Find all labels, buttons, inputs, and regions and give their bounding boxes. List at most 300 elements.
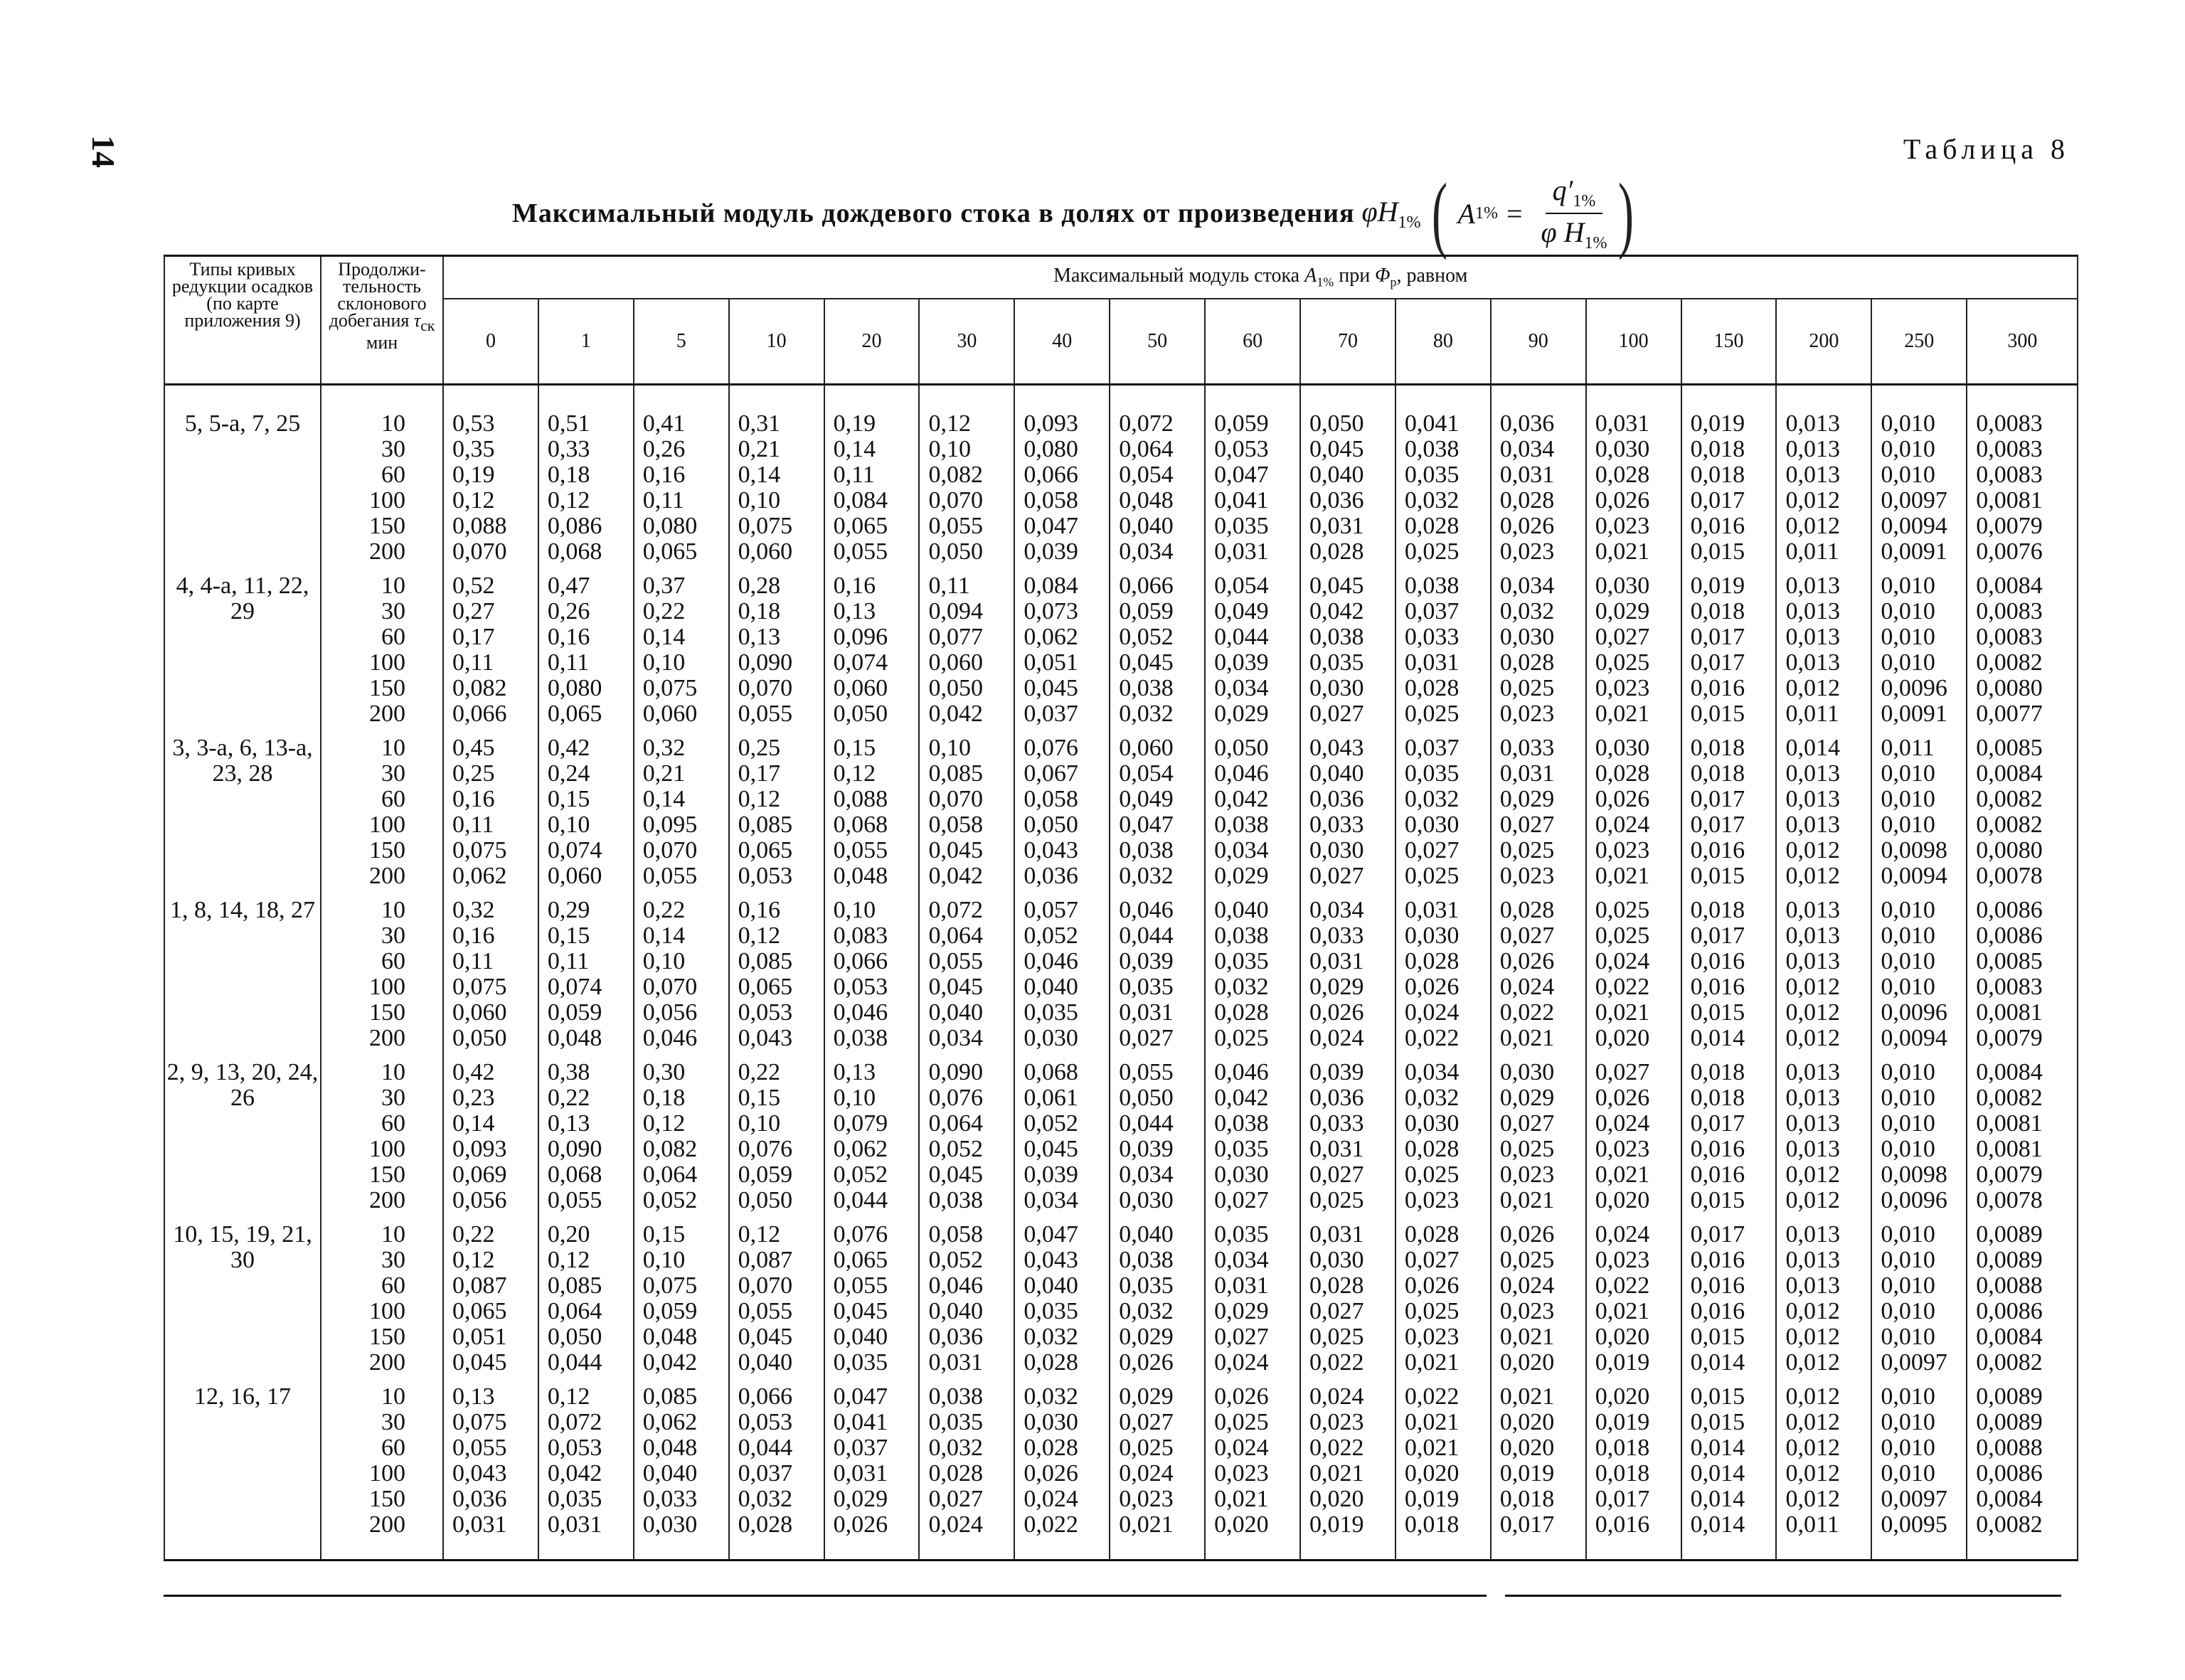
modulus-value: 0,054: [1119, 760, 1174, 787]
modulus-value: 0,017: [1690, 649, 1745, 676]
modulus-value: 0,030: [1404, 923, 1460, 949]
modulus-value: 0,031: [452, 1511, 507, 1538]
modulus-cell: [919, 889, 1014, 1051]
modulus-value: 0,11: [642, 487, 685, 514]
modulus-value: 0,043: [1024, 1247, 1078, 1273]
modulus-value: 0,022: [1404, 1383, 1460, 1410]
modulus-cell: [729, 565, 824, 727]
table-row: [164, 1051, 2078, 1213]
modulus-value: 0,031: [833, 1460, 888, 1487]
modulus-value: 0,010: [1881, 1383, 1935, 1410]
modulus-value: 0,011: [1785, 538, 1839, 565]
modulus-value: 0,065: [833, 513, 888, 539]
duration-value: 100: [369, 1136, 405, 1162]
modulus-value: 0,012: [1785, 487, 1840, 514]
modulus-value: 0,048: [642, 1324, 698, 1350]
duration-value: 150: [369, 1324, 405, 1350]
modulus-cell: [1586, 1213, 1681, 1376]
modulus-value: 0,30: [642, 1059, 686, 1085]
modulus-value: 0,059: [642, 1298, 698, 1324]
modulus-value: 0,012: [1785, 513, 1840, 539]
header-phi-150: 150: [1681, 299, 1777, 385]
modulus-value: 0,12: [928, 410, 971, 437]
modulus-value: 0,020: [1595, 1383, 1650, 1410]
modulus-cell: [443, 1376, 538, 1561]
modulus-value: 0,032: [1499, 598, 1555, 624]
modulus-value: 0,016: [1690, 1247, 1745, 1273]
modulus-value: 0,085: [738, 948, 793, 974]
curve-types-cell: 1, 8, 14, 18, 27: [164, 889, 321, 1051]
modulus-value: 0,023: [1595, 1136, 1650, 1162]
modulus-value: 0,039: [1119, 1136, 1174, 1162]
modulus-value: 0,062: [833, 1136, 888, 1162]
modulus-value: 0,022: [1024, 1511, 1078, 1538]
modulus-value: 0,044: [833, 1187, 888, 1213]
modulus-value: 0,085: [642, 1383, 698, 1410]
modulus-value: 0,043: [1024, 837, 1078, 863]
modulus-value: 0,010: [1881, 573, 1935, 599]
modulus-value: 0,042: [1214, 786, 1269, 812]
modulus-value: 0,053: [738, 863, 793, 889]
modulus-cell: [729, 1213, 824, 1376]
modulus-value: 0,012: [1785, 1025, 1840, 1051]
modulus-value: 0,023: [1499, 538, 1555, 565]
modulus-value: 0,026: [1404, 1272, 1460, 1299]
right-paren: ): [1617, 166, 1634, 260]
modulus-value: 0,048: [547, 1025, 602, 1051]
modulus-value: 0,012: [1785, 1460, 1840, 1487]
modulus-value: 0,47: [547, 573, 590, 599]
modulus-cell: [1205, 1376, 1300, 1561]
modulus-value: 0,010: [1881, 410, 1935, 437]
modulus-value: 0,075: [642, 1272, 698, 1299]
modulus-value: 0,062: [452, 863, 507, 889]
modulus-cell: [1586, 1376, 1681, 1561]
modulus-value: 0,022: [1404, 1025, 1460, 1051]
modulus-value: 0,013: [1785, 1247, 1840, 1273]
modulus-value: 0,093: [1024, 410, 1078, 437]
modulus-value: 0,030: [1595, 573, 1650, 599]
modulus-value: 0,15: [738, 1085, 781, 1111]
modulus-cell: [634, 1213, 729, 1376]
modulus-cell: [1110, 385, 1205, 565]
modulus-value: 0,0084: [1976, 1486, 2043, 1512]
modulus-value: 0,023: [1119, 1486, 1174, 1512]
modulus-value: 0,12: [642, 1110, 686, 1137]
modulus-value: 0,050: [833, 701, 888, 727]
modulus-value: 0,036: [1024, 863, 1078, 889]
modulus-value: 0,035: [1214, 1221, 1269, 1248]
modulus-value: 0,018: [1690, 1059, 1745, 1085]
modulus-value: 0,031: [1214, 538, 1269, 565]
modulus-value: 0,15: [833, 735, 876, 761]
title-formula: A 1% = $\frac{q'_{1\%}}{\varphi H_{1\%}}$: [1457, 174, 1607, 252]
modulus-value: 0,029: [1214, 1298, 1269, 1324]
modulus-value: 0,052: [928, 1136, 983, 1162]
modulus-cell: [1300, 565, 1395, 727]
modulus-value: 0,069: [452, 1161, 507, 1188]
modulus-cell: [1586, 727, 1681, 889]
modulus-value: 0,021: [1499, 1187, 1555, 1213]
modulus-value: 0,025: [1309, 1324, 1364, 1350]
modulus-value: 0,019: [1309, 1511, 1364, 1538]
modulus-value: 0,038: [1214, 923, 1269, 949]
modulus-value: 0,024: [1499, 1272, 1555, 1299]
modulus-value: 0,027: [1119, 1409, 1174, 1435]
modulus-value: 0,029: [1214, 701, 1269, 727]
modulus-cell: [1586, 565, 1681, 727]
duration-value: 100: [369, 487, 405, 514]
modulus-value: 0,058: [928, 1221, 983, 1248]
modulus-cell: [1871, 889, 1967, 1051]
modulus-cell: [1681, 385, 1777, 565]
modulus-value: 0,029: [833, 1486, 888, 1512]
modulus-value: 0,070: [452, 538, 507, 565]
modulus-value: 0,26: [642, 436, 686, 462]
modulus-value: 0,038: [1119, 675, 1174, 701]
modulus-value: 0,032: [1404, 487, 1460, 514]
modulus-value: 0,016: [1690, 1161, 1745, 1188]
modulus-value: 0,082: [642, 1136, 698, 1162]
modulus-value: 0,0098: [1881, 837, 1947, 863]
duration-value: 100: [369, 812, 405, 838]
modulus-value: 0,014: [1785, 735, 1840, 761]
modulus-value: 0,025: [1404, 1298, 1460, 1324]
modulus-cell: [1014, 727, 1110, 889]
modulus-value: 0,013: [1785, 786, 1840, 812]
header-phi-60: 60: [1205, 299, 1300, 385]
modulus-value: 0,080: [1024, 436, 1078, 462]
modulus-value: 0,10: [833, 1085, 876, 1111]
modulus-value: 0,017: [1690, 1110, 1745, 1137]
modulus-value: 0,024: [1404, 999, 1460, 1026]
modulus-value: 0,12: [452, 1247, 495, 1273]
modulus-value: 0,024: [1214, 1349, 1269, 1376]
modulus-value: 0,093: [452, 1136, 507, 1162]
modulus-value: 0,0089: [1976, 1221, 2043, 1248]
curve-types-cell: 4, 4-а, 11, 22, 29: [164, 565, 321, 727]
modulus-value: 0,031: [1404, 649, 1460, 676]
modulus-value: 0,0096: [1881, 675, 1947, 701]
modulus-value: 0,0091: [1881, 538, 1947, 565]
modulus-value: 0,016: [1690, 974, 1745, 1000]
modulus-value: 0,031: [1309, 513, 1364, 539]
duration-value: 10: [381, 1059, 405, 1085]
modulus-value: 0,010: [1881, 812, 1935, 838]
modulus-value: 0,059: [738, 1161, 793, 1188]
page-number: 14: [85, 135, 122, 168]
modulus-value: 0,013: [1785, 1272, 1840, 1299]
modulus-value: 0,075: [452, 1409, 507, 1435]
modulus-value: 0,016: [1690, 513, 1745, 539]
modulus-value: 0,045: [928, 837, 983, 863]
modulus-value: 0,0081: [1976, 999, 2043, 1026]
duration-value: 200: [369, 1187, 405, 1213]
modulus-value: 0,048: [642, 1435, 698, 1461]
modulus-value: 0,22: [452, 1221, 495, 1248]
modulus-value: 0,034: [1214, 675, 1269, 701]
duration-value: 10: [381, 573, 405, 599]
modulus-cell: [1491, 565, 1586, 727]
modulus-value: 0,030: [1024, 1409, 1078, 1435]
modulus-value: 0,042: [547, 1460, 602, 1487]
modulus-value: 0,027: [1404, 1247, 1460, 1273]
modulus-value: 0,023: [1499, 701, 1555, 727]
modulus-value: 0,033: [1309, 923, 1364, 949]
modulus-value: 0,043: [452, 1460, 507, 1487]
table-row: [164, 565, 2078, 727]
modulus-cell: [824, 385, 920, 565]
modulus-value: 0,026: [833, 1511, 888, 1538]
modulus-value: 0,033: [1404, 624, 1460, 650]
modulus-value: 0,021: [1404, 1349, 1460, 1376]
modulus-cell: [824, 1376, 920, 1561]
modulus-value: 0,26: [547, 598, 590, 624]
modulus-value: 0,019: [1404, 1486, 1460, 1512]
modulus-value: 0,040: [738, 1349, 793, 1376]
modulus-value: 0,022: [1309, 1435, 1364, 1461]
bottom-rule-right: [1505, 1595, 2061, 1597]
modulus-value: 0,017: [1690, 786, 1745, 812]
modulus-value: 0,023: [1404, 1324, 1460, 1350]
duration-value: 10: [381, 410, 405, 437]
modulus-value: 0,12: [547, 1247, 590, 1273]
modulus-value: 0,035: [928, 1409, 983, 1435]
modulus-value: 0,018: [1595, 1460, 1650, 1487]
modulus-value: 0,0095: [1881, 1511, 1947, 1538]
modulus-value: 0,038: [1404, 436, 1460, 462]
modulus-value: 0,055: [738, 1298, 793, 1324]
modulus-value: 0,11: [452, 948, 494, 974]
duration-value: 10: [381, 897, 405, 923]
modulus-value: 0,064: [642, 1161, 698, 1188]
modulus-value: 0,15: [642, 1221, 686, 1248]
modulus-value: 0,012: [1785, 1486, 1840, 1512]
modulus-value: 0,068: [547, 538, 602, 565]
modulus-value: 0,034: [1214, 1247, 1269, 1273]
modulus-value: 0,021: [1214, 1486, 1269, 1512]
modulus-value: 0,034: [928, 1025, 983, 1051]
modulus-value: 0,052: [833, 1161, 888, 1188]
modulus-value: 0,034: [1024, 1187, 1078, 1213]
modulus-value: 0,028: [1404, 948, 1460, 974]
modulus-value: 0,060: [642, 701, 698, 727]
modulus-value: 0,22: [642, 598, 686, 624]
modulus-value: 0,045: [833, 1298, 888, 1324]
modulus-value: 0,028: [928, 1460, 983, 1487]
modulus-value: 0,013: [1785, 573, 1840, 599]
modulus-value: 0,010: [1881, 598, 1935, 624]
modulus-value: 0,076: [833, 1221, 888, 1248]
duration-value: 200: [369, 1025, 405, 1051]
modulus-value: 0,041: [1214, 487, 1269, 514]
modulus-value: 0,034: [1404, 1059, 1460, 1085]
modulus-value: 0,10: [642, 649, 686, 676]
modulus-cell: [1300, 1213, 1395, 1376]
modulus-value: 0,018: [1499, 1486, 1555, 1512]
modulus-value: 0,013: [1785, 923, 1840, 949]
modulus-value: 0,11: [547, 649, 590, 676]
modulus-value: 0,0094: [1881, 1025, 1947, 1051]
duration-value: 10: [381, 1221, 405, 1248]
modulus-value: 0,0097: [1881, 1349, 1947, 1376]
modulus-value: 0,020: [1499, 1349, 1555, 1376]
modulus-value: 0,10: [833, 897, 876, 923]
modulus-cell: [1300, 1051, 1395, 1213]
modulus-cell: [1871, 1051, 1967, 1213]
modulus-value: 0,0081: [1976, 1110, 2043, 1137]
modulus-value: 0,040: [1119, 513, 1174, 539]
modulus-value: 0,020: [1214, 1511, 1269, 1538]
header-phi-30: 30: [919, 299, 1014, 385]
modulus-value: 0,044: [1119, 923, 1174, 949]
modulus-value: 0,043: [738, 1025, 793, 1051]
modulus-value: 0,086: [547, 513, 602, 539]
modulus-value: 0,018: [1404, 1511, 1460, 1538]
modulus-value: 0,040: [1309, 462, 1364, 488]
modulus-value: 0,032: [1404, 1085, 1460, 1111]
modulus-value: 0,045: [452, 1349, 507, 1376]
modulus-value: 0,0084: [1976, 760, 2043, 787]
modulus-value: 0,059: [547, 999, 602, 1026]
modulus-value: 0,025: [1404, 538, 1460, 565]
modulus-value: 0,033: [642, 1486, 698, 1512]
modulus-value: 0,019: [1595, 1409, 1650, 1435]
modulus-value: 0,047: [1119, 812, 1174, 838]
modulus-value: 0,052: [1024, 1110, 1078, 1137]
modulus-value: 0,042: [928, 701, 983, 727]
modulus-value: 0,027: [1309, 863, 1364, 889]
modulus-value: 0,030: [1309, 837, 1364, 863]
modulus-cell: [538, 1051, 634, 1213]
modulus-cell: [1110, 727, 1205, 889]
modulus-value: 0,048: [1119, 487, 1174, 514]
modulus-cell: [538, 385, 634, 565]
modulus-value: 0,060: [928, 649, 983, 676]
modulus-value: 0,030: [1404, 1110, 1460, 1137]
modulus-cell: [1014, 1376, 1110, 1561]
modulus-value: 0,016: [1690, 1136, 1745, 1162]
header-phi-50: 50: [1110, 299, 1205, 385]
modulus-value: 0,035: [833, 1349, 888, 1376]
modulus-value: 0,025: [1595, 649, 1650, 676]
modulus-value: 0,15: [547, 786, 590, 812]
modulus-value: 0,012: [1785, 863, 1840, 889]
modulus-value: 0,025: [1499, 675, 1555, 701]
modulus-value: 0,010: [1881, 974, 1935, 1000]
modulus-value: 0,10: [738, 1110, 781, 1137]
modulus-value: 0,025: [1595, 897, 1650, 923]
duration-cell: [321, 565, 443, 727]
modulus-value: 0,23: [452, 1085, 495, 1111]
modulus-value: 0,074: [547, 974, 602, 1000]
modulus-value: 0,015: [1690, 863, 1745, 889]
modulus-value: 0,026: [1214, 1383, 1269, 1410]
modulus-cell: [1300, 385, 1395, 565]
modulus-value: 0,010: [1881, 948, 1935, 974]
modulus-value: 0,017: [1690, 624, 1745, 650]
table-title: [512, 166, 1644, 260]
modulus-cell: [1205, 565, 1300, 727]
modulus-value: 0,031: [1404, 897, 1460, 923]
modulus-value: 0,026: [1595, 1085, 1650, 1111]
modulus-value: 0,0083: [1976, 974, 2043, 1000]
modulus-value: 0,010: [1881, 897, 1935, 923]
modulus-cell: [1395, 889, 1491, 1051]
modulus-value: 0,013: [1785, 436, 1840, 462]
modulus-value: 0,052: [1024, 923, 1078, 949]
modulus-value: 0,10: [547, 812, 590, 838]
modulus-value: 0,028: [1404, 675, 1460, 701]
modulus-value: 0,0085: [1976, 735, 2043, 761]
modulus-value: 0,13: [452, 1383, 495, 1410]
modulus-value: 0,0081: [1976, 487, 2043, 514]
duration-value: 30: [381, 1409, 405, 1435]
modulus-value: 0,011: [1785, 701, 1839, 727]
modulus-value: 0,030: [1024, 1025, 1078, 1051]
modulus-value: 0,046: [642, 1025, 698, 1051]
modulus-value: 0,029: [1214, 863, 1269, 889]
modulus-value: 0,020: [1595, 1324, 1650, 1350]
modulus-value: 0,019: [1595, 1349, 1650, 1376]
modulus-cell: [1491, 727, 1586, 889]
modulus-value: 0,025: [1499, 1247, 1555, 1273]
modulus-value: 0,018: [1690, 735, 1745, 761]
duration-value: 150: [369, 1161, 405, 1188]
modulus-value: 0,039: [1309, 1059, 1364, 1085]
duration-value: 30: [381, 598, 405, 624]
modulus-value: 0,14: [642, 624, 686, 650]
modulus-value: 0,070: [738, 1272, 793, 1299]
modulus-value: 0,011: [1881, 735, 1935, 761]
modulus-value: 0,050: [928, 675, 983, 701]
duration-value: 150: [369, 999, 405, 1026]
modulus-value: 0,026: [1119, 1349, 1174, 1376]
modulus-value: 0,038: [833, 1025, 888, 1051]
modulus-value: 0,10: [738, 487, 781, 514]
modulus-value: 0,0091: [1881, 701, 1947, 727]
curve-types-cell: 10, 15, 19, 21, 30: [164, 1213, 321, 1376]
modulus-cell: [1110, 1213, 1205, 1376]
modulus-value: 0,025: [1404, 701, 1460, 727]
modulus-value: 0,045: [1309, 573, 1364, 599]
modulus-value: 0,039: [1024, 1161, 1078, 1188]
modulus-value: 0,025: [1119, 1435, 1174, 1461]
modulus-value: 0,065: [833, 1247, 888, 1273]
modulus-value: 0,021: [1595, 1298, 1650, 1324]
modulus-value: 0,064: [928, 1110, 983, 1137]
modulus-value: 0,032: [1024, 1383, 1078, 1410]
modulus-value: 0,035: [1404, 760, 1460, 787]
modulus-value: 0,042: [1214, 1085, 1269, 1111]
modulus-value: 0,42: [547, 735, 590, 761]
modulus-value: 0,25: [452, 760, 495, 787]
modulus-value: 0,084: [1024, 573, 1078, 599]
modulus-cell: [729, 727, 824, 889]
modulus-value: 0,024: [1595, 812, 1650, 838]
modulus-cell: [729, 889, 824, 1051]
modulus-value: 0,034: [1309, 897, 1364, 923]
modulus-cell: [634, 1051, 729, 1213]
modulus-value: 0,021: [1499, 1025, 1555, 1051]
modulus-value: 0,060: [452, 999, 507, 1026]
duration-value: 60: [381, 786, 405, 812]
modulus-value: 0,040: [1119, 1221, 1174, 1248]
modulus-value: 0,044: [1119, 1110, 1174, 1137]
modulus-value: 0,027: [1499, 923, 1555, 949]
modulus-value: 0,047: [1024, 513, 1078, 539]
modulus-cell: [1681, 1213, 1777, 1376]
